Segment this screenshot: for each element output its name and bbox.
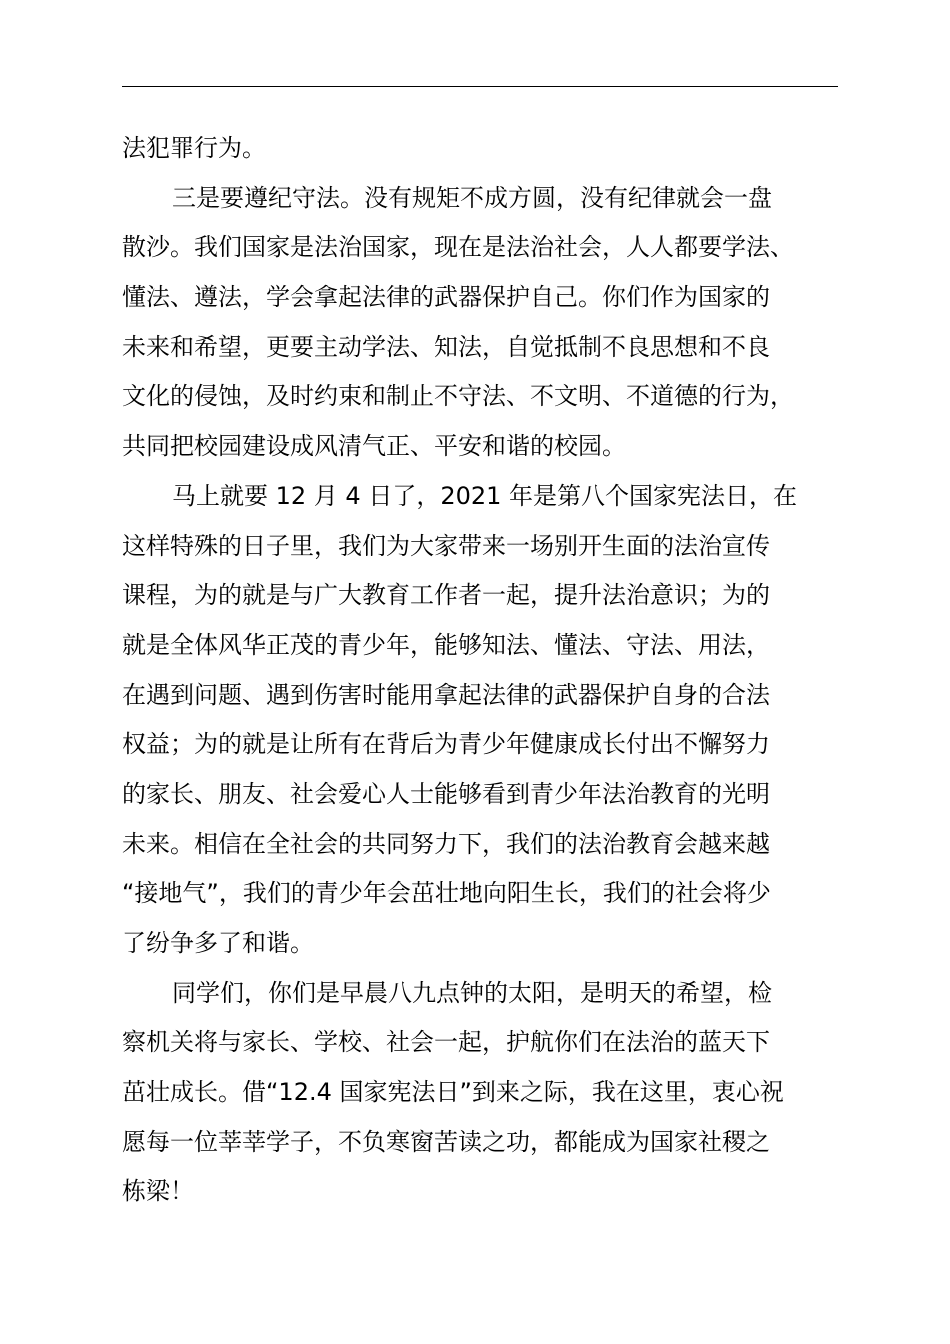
paragraph-start-line: 马上就要 12 月 4 日了，2021 年是第八个国家宪法日，在	[172, 481, 798, 510]
text-line: 权益；为的就是让所有在背后为青少年健康成长付出不懈努力	[122, 730, 770, 759]
text-line: 这样特殊的日子里，我们为大家带来一场别开生面的法治宣传	[122, 531, 770, 560]
text-line: 未来。相信在全社会的共同努力下，我们的法治教育会越来越	[122, 829, 770, 858]
text-line: 了纷争多了和谐。	[122, 929, 314, 957]
header-rule	[122, 86, 838, 87]
text-line: 法犯罪行为。	[122, 134, 266, 162]
text-line: 文化的侵蚀，及时约束和制止不守法、不文明、不道德的行为，	[122, 382, 794, 411]
text-line: 察机关将与家长、学校、社会一起，护航你们在法治的蓝天下	[122, 1028, 770, 1057]
text-line: “接地气”，我们的青少年会茁壮地向阳生长，我们的社会将少	[122, 879, 771, 908]
text-line: 茁壮成长。借“12.4 国家宪法日”到来之际，我在这里，衷心祝	[122, 1078, 784, 1107]
text-line: 愿每一位莘莘学子，不负寒窗苦读之功，都能成为国家社稷之	[122, 1127, 770, 1156]
text-line: 未来和希望，更要主动学法、知法，自觉抵制不良思想和不良	[122, 332, 770, 361]
body-text	[122, 124, 862, 1217]
text-line: 懂法、遵法，学会拿起法律的武器保护自己。你们作为国家的	[122, 283, 770, 312]
text-line: 散沙。我们国家是法治国家，现在是法治社会，人人都要学法、	[122, 233, 794, 262]
text-line: 共同把校园建设成风清气正、平安和谐的校园。	[122, 432, 626, 461]
text-line: 就是全体风华正茂的青少年，能够知法、懂法、守法、用法，	[122, 630, 770, 659]
text-line: 栋梁！	[122, 1177, 194, 1206]
paragraph-start-line: 三是要遵纪守法。没有规矩不成方圆，没有纪律就会一盘	[172, 183, 772, 212]
text-line: 在遇到问题、遇到伤害时能用拿起法律的武器保护自身的合法	[122, 680, 770, 709]
text-line: 课程，为的就是与广大教育工作者一起，提升法治意识；为的	[122, 581, 770, 610]
text-line: 的家长、朋友、社会爱心人士能够看到青少年法治教育的光明	[122, 779, 770, 808]
paragraph-start-line: 同学们，你们是早晨八九点钟的太阳，是明天的希望，检	[172, 978, 772, 1007]
